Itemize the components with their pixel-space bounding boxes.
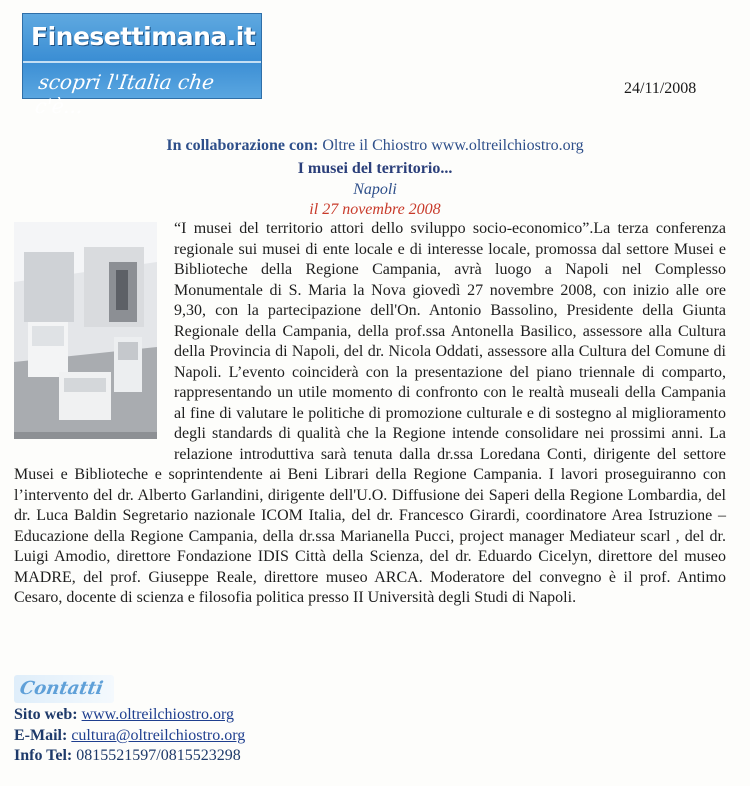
contact-email <box>14 727 245 745</box>
phone-value: 0815521597/0815523298 <box>76 747 241 764</box>
website-label: Sito web: <box>14 706 78 723</box>
article-body-text: “I musei del territorio attori dello sviluppo socio-economico”.La terza conferenza regionale sui musei di ente locale e di interesse locale, promossa dal settore Musei e Biblioteche della Regione Campania, avrà luogo a Napoli nel Complesso Monumentale di S. Maria la Nova giovedì 27 novembre 2008, con inizio alle ore 9,30, con la partecipazione dell'On. Antonio Bassolino, Presidente della Giunta Regionale della Campania, della prof.ssa Antonella Basilico, assessore alla Cultura della Provincia di Napoli, del dr. Nicola Oddati, assessore alla Cultura del Comune di Napoli. L’evento coinciderà con la presentazione del piano triennale di comparto, rappresentando un utile momento di confronto con le realtà museali della Campania al fine di valutare le politiche di promozione culturale e di sostegno al miglioramento degli standards di qualità che la Regione intende consolidare nei prossimi anni. La relazione introduttiva sarà tenuta dalla dr.ssa Loredana Conti, dirigente del settore Musei e Biblioteche e soprintendente ai Beni Librari della Regione Campania. I lavori proseguiranno con l’intervento del dr. Alberto Garlandini, dirigente dell'U.O. Diffusione dei Saperi della Regione Lombardia, del dr. Luca Baldin Segretario nazionale ICOM Italia, del dr. Francesco Girardi, coordinatore Area Istruzione – Educazione della Regione Campania, della dr.ssa Marianella Pucci, project manager Mediateur scarl , del dr. Luigi Amodio, direttore Fondazione IDIS Città della Scienza, del dr. Eduardo Cicelyn, direttore del museo MADRE, del prof. Giuseppe Reale, direttore museo ARCA. Moderatore del convegno è il prof. Antimo Cesaro, docente di scienza e filosofia politica presso II Università degli Studi di Napoli. <box>14 220 726 606</box>
logo-divider <box>23 61 261 63</box>
article-title: I musei del territorio... <box>297 160 453 177</box>
collaboration-value: Oltre il Chiostro www.oltreilchiostro.org <box>322 137 584 154</box>
logo-tagline: scopri l'Italia che c'è... <box>33 70 216 118</box>
event-date: il 27 novembre 2008 <box>309 201 441 218</box>
site-logo[interactable] <box>22 13 262 118</box>
email-label: E-Mail: <box>14 727 68 744</box>
contact-phone <box>14 747 241 765</box>
contact-website <box>14 706 234 724</box>
collaboration-label: In collaborazione con: <box>166 137 319 154</box>
email-link[interactable]: cultura@oltreilchiostro.org <box>71 727 246 744</box>
article-body <box>14 219 726 609</box>
publication-date: 24/11/2008 <box>624 80 697 97</box>
website-link[interactable]: www.oltreilchiostro.org <box>81 706 234 723</box>
photo-spacer <box>14 219 174 445</box>
event-place: Napoli <box>353 181 397 198</box>
phone-label: Info Tel: <box>14 747 73 764</box>
logo-brand: Finesettimana.it <box>31 22 256 51</box>
collaboration-line <box>0 137 750 155</box>
contacts-title: Contatti <box>18 678 105 699</box>
